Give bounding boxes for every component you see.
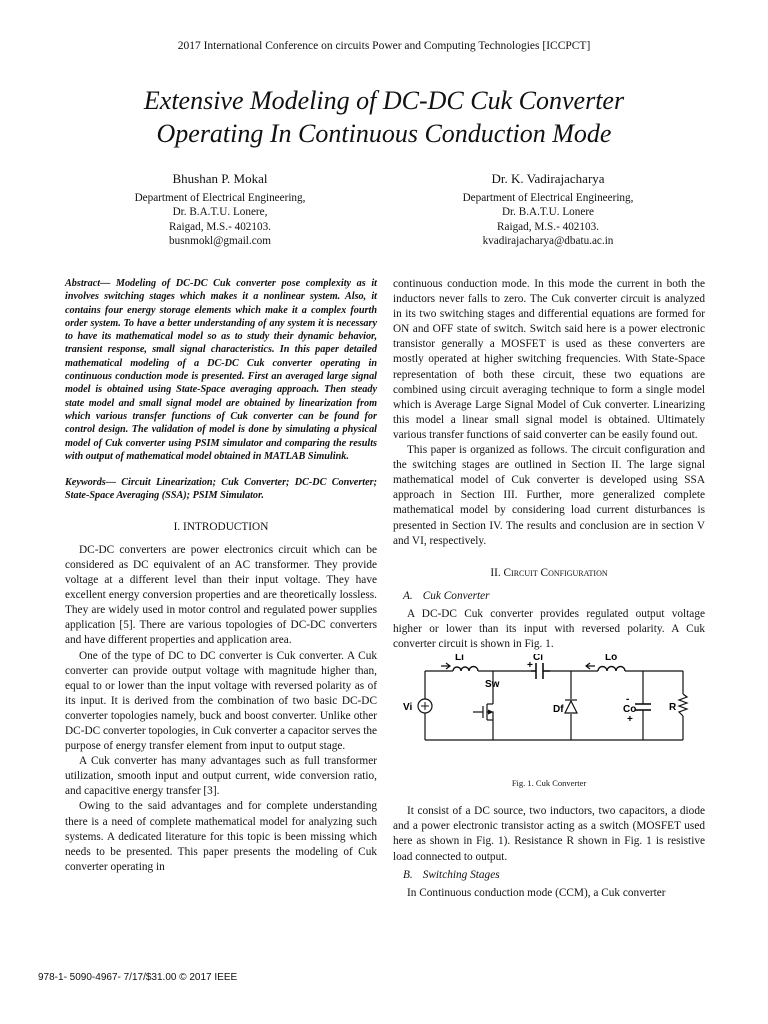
label-co: Co xyxy=(623,704,637,716)
inductor-li xyxy=(453,667,478,672)
conference-header: 2017 International Conference on circuits Power and Computing Technologies [ICCPCT] xyxy=(177,40,591,52)
label-lo: Lo xyxy=(605,654,618,664)
mosfet-switch xyxy=(473,701,493,723)
svg-text:-: - xyxy=(626,694,630,706)
paragraph: In Continuous conduction mode (CCM), a Cuk converter xyxy=(407,886,666,899)
left-column xyxy=(65,277,377,875)
author-univ: Dr. B.A.T.U. Lonere, xyxy=(172,206,268,218)
keywords: Keywords— Circuit Linearization; Cuk Converter; DC-DC Converter; State-Space Averaging (SSA); PSIM Simulator. xyxy=(65,477,377,502)
paper-title xyxy=(40,84,728,150)
diode-df xyxy=(565,700,577,713)
label-df: Df xyxy=(553,704,564,716)
inductor-lo xyxy=(598,667,625,672)
figure-caption: Fig. 1. Cuk Converter xyxy=(511,778,587,789)
subsection-letter: B. xyxy=(403,868,413,881)
subsection-heading-cuk-converter xyxy=(403,589,705,604)
author-dept: Department of Electrical Engineering, xyxy=(134,191,306,204)
figure-cuk-converter xyxy=(393,654,705,774)
label-li: Li xyxy=(455,654,464,664)
title-line-1: Extensive Modeling of DC-DC Cuk Converter xyxy=(143,86,625,115)
paragraph: DC-DC converters are power electronics circuit which can be considered as DC equivalent of an AC transformer. They provide voltage at a different level than their input voltage. They have excellent energy conversion properties and are theoretically lossless. They are widely used in motor control and regulated power supplies application [5]. There are various topologies of DC-DC converters and have different properties and application area. xyxy=(65,543,377,647)
author-dept: Department of Electrical Engineering, xyxy=(462,191,634,204)
title-line-2: Operating In Continuous Conduction Mode xyxy=(156,119,612,148)
subsection-letter: A. xyxy=(403,589,413,602)
author-name: Dr. K. Vadirajacharya xyxy=(491,171,605,186)
paragraph: One of the type of DC to DC converter is Cuk converter. A Cuk converter can provide output voltage with magnitude higher than, equal to or lower than the input voltage with reversed polarity as of its input. It is derived from the combination of two basic DC-DC converter topologies namely, buck and boost converter. Unlike other DC-DC converter topologies, in Cuk converter a capacitor serves the purpose of energy transfer element from input to output stage. xyxy=(65,649,377,753)
abstract: Abstract— Modeling of DC-DC Cuk converter pose complexity as it involves switching stages which makes it a nonlinear system. Also, it contains four energy storage elements which make it a complex fourth order system. To have a better understanding of any system it is necessary to have its mathematical model so as to study their dynamic behavior, transient response, small signal characteristics. In this paper detailed mathematical modeling of a DC-DC Cuk converter operating in continuous conduction mode is presented. First an averaged large signal model is obtained using State-Space averaging approach. Then steady state model and small signal model are obtained by linearization from which various transfer functions of Cuk converter can be found for control design. The validation of model is done by simulating a physical model of Cuk converter using PSIM simulator and comparing the results with output of mathematical model obtained in MATLAB Simulink. xyxy=(65,278,377,462)
right-column xyxy=(393,277,705,901)
paragraph: Owing to the said advantages and for complete understanding there is a need of complete mathematical model for analyzing such systems. A dedicated literature for this topic is been missing which needs to be presented. This paper presents the modeling of Cuk converter operating in xyxy=(65,800,377,873)
author-email[interactable]: kvadirajacharya@dbatu.ac.in xyxy=(482,235,614,247)
label-vi: Vi xyxy=(403,702,413,714)
paragraph: This paper is organized as follows. The circuit configuration and the switching stages are outlined in Section II. The large signal mathematical model of Cuk converter is developed using SSA approach in Section III. Further, more generalized complete mathematical model by considering load current disturbances is presented in Section IV. The results and conclusion are in section V and VI, respectively. xyxy=(393,444,705,547)
label-ci: Ci xyxy=(533,654,543,664)
paragraph: A Cuk converter has many advantages such as full transformer utilization, smooth input and output current, wide conversion ratio, and capacitive energy transfer [3]. xyxy=(65,755,377,798)
label-sw: Sw xyxy=(485,679,500,691)
author-city: Raigad, M.S.- 402103. xyxy=(169,220,271,233)
paragraph: continuous conduction mode. In this mode the current in both the inductors never falls to zero. The Cuk converter circuit is analyzed in its two switching stages and differential equations are formed for ON and OFF state of switch. Switch said here is a power electronic transistor generally a MOSFET is used as these converters are mostly operated at higher switching frequencies. With State-Space representation of both these circuit, these two equations are combined using circuit averaging technique to form a single model which is Average Large Signal Model of Cuk converter. Linearizing this model a linear small signal model is obtained. Ultimately various transfer functions of said converter can be easily found out. xyxy=(393,278,705,441)
capacitor-co xyxy=(635,704,651,710)
cuk-circuit-diagram xyxy=(393,654,705,774)
paragraph: A DC-DC Cuk converter provides regulated output voltage higher or lower than its input with reversed polarity. A Cuk converter circuit is shown in Fig. 1. xyxy=(393,607,705,651)
section-heading-introduction: I. INTRODUCTION xyxy=(173,520,269,533)
author-univ: Dr. B.A.T.U. Lonere xyxy=(501,206,595,218)
copyright-footer: 978-1- 5090-4967- 7/17/$31.00 © 2017 IEEE xyxy=(38,972,238,983)
subsection-title: Switching Stages xyxy=(422,868,500,881)
svg-text:+: + xyxy=(527,660,533,672)
author-email[interactable]: busnmokl@gmail.com xyxy=(169,235,271,247)
svg-text:+: + xyxy=(627,714,633,726)
resistor-r xyxy=(679,694,687,716)
author-block-2 xyxy=(428,172,668,249)
author-city: Raigad, M.S.- 402103. xyxy=(497,220,599,233)
capacitor-ci xyxy=(531,663,550,679)
subsection-title: Cuk Converter xyxy=(422,589,490,602)
paragraph: It consist of a DC source, two inductors, two capacitors, a diode and a power electronic transistor acting as a switch (MOSFET used here as shown in Fig. 1). Resistance R shown in Fig. 1 is resistive load connected to output. xyxy=(393,805,705,863)
author-name: Bhushan P. Mokal xyxy=(172,171,268,186)
voltage-source-vi xyxy=(418,699,432,713)
label-r: R xyxy=(669,702,677,714)
author-block-1 xyxy=(100,172,340,249)
section-heading-circuit-configuration: II. Circuit Configuration xyxy=(490,566,608,579)
subsection-heading-switching-stages xyxy=(403,868,705,883)
